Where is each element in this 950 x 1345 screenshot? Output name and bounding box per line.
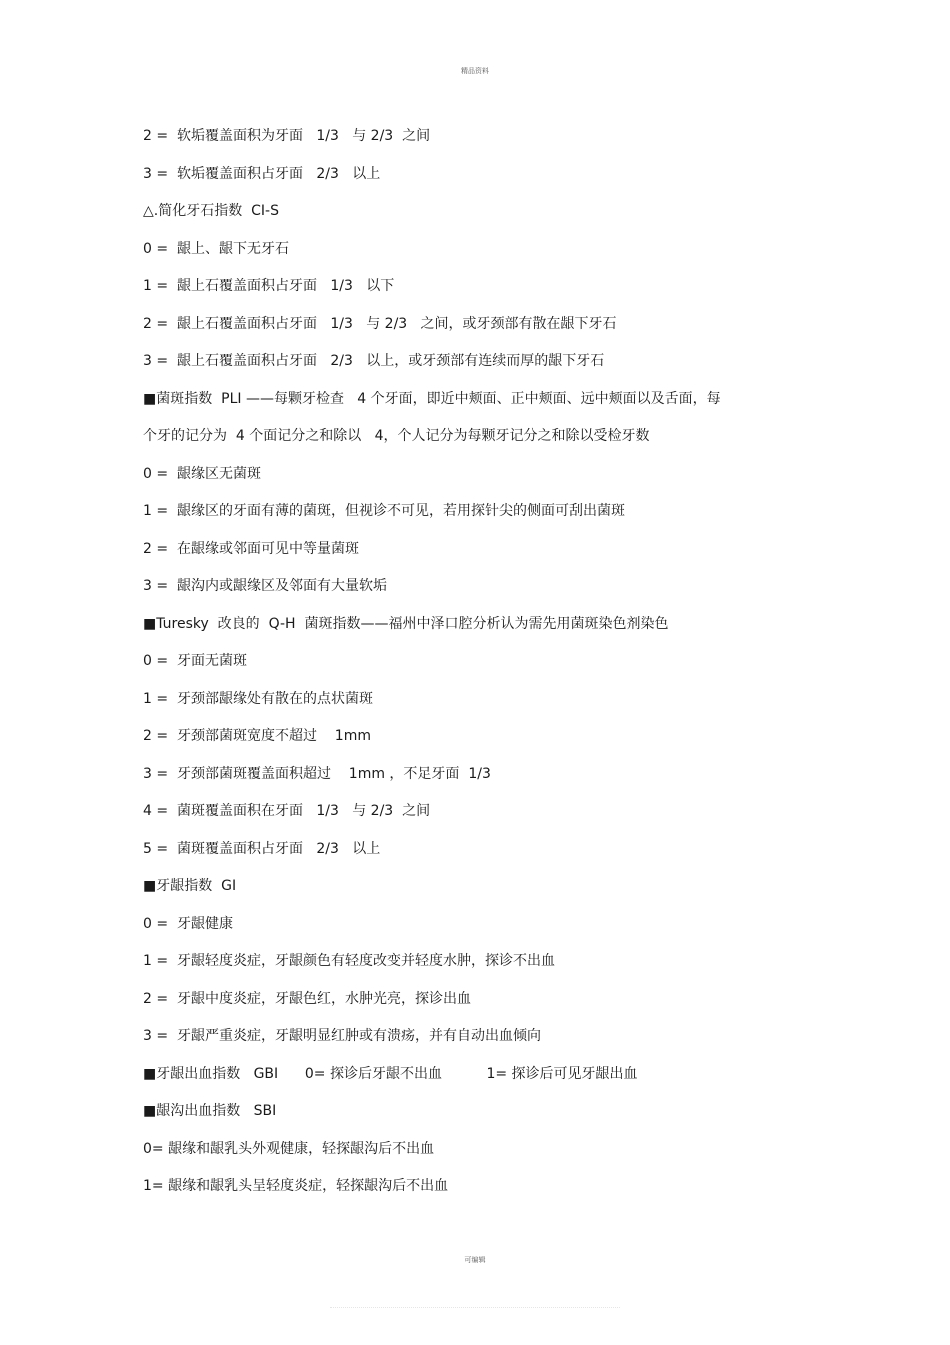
page-header-watermark: 精品资料 <box>461 67 489 75</box>
text-line: 0 = 龈上、龈下无牙石 <box>143 240 289 257</box>
text-line: 1 = 牙颈部龈缘处有散在的点状菌斑 <box>143 690 373 707</box>
section-heading-qh: ■Turesky 改良的 Q-H 菌斑指数——福州中泽口腔分析认为需先用菌斑染色剂染色 <box>143 615 669 632</box>
text-line: 0= 龈缘和龈乳头外观健康，轻探龈沟后不出血 <box>143 1140 435 1157</box>
text-line: 2 = 在龈缘或邻面可见中等量菌斑 <box>143 540 359 557</box>
text-line: 5 = 菌斑覆盖面积占牙面 2/3 以上 <box>143 840 381 857</box>
text-line: 2 = 龈上石覆盖面积占牙面 1/3 与 2/3 之间，或牙颈部有散在龈下牙石 <box>143 315 617 332</box>
text-line: 3 = 龈上石覆盖面积占牙面 2/3 以上，或牙颈部有连续而厚的龈下牙石 <box>143 353 605 369</box>
section-heading-cis: △.简化牙石指数 CI-S <box>143 203 279 219</box>
text-line: 4 = 菌斑覆盖面积在牙面 1/3 与 2/3 之间 <box>143 803 431 819</box>
text-line: 2 = 牙龈中度炎症，牙龈色红，水肿光亮，探诊出血 <box>143 990 471 1007</box>
text-line: 3 = 牙龈严重炎症，牙龈明显红肿或有溃疡，并有自动出血倾向 <box>143 1028 541 1044</box>
text-line: 0 = 龈缘区无菌斑 <box>143 465 261 482</box>
section-heading-gbi: ■牙龈出血指数 GBI 0= 探诊后牙龈不出血 1= 探诊后可见牙龈出血 <box>143 1065 638 1082</box>
footer-divider <box>330 1307 620 1308</box>
text-line: 1 = 龈上石覆盖面积占牙面 1/3 以下 <box>143 278 395 294</box>
section-heading-sbi: ■龈沟出血指数 SBI <box>143 1103 277 1119</box>
text-line: 3 = 软垢覆盖面积占牙面 2/3 以上 <box>143 165 381 182</box>
document-body <box>143 124 783 1212</box>
text-line: 1= 龈缘和龈乳头呈轻度炎症，轻探龈沟后不出血 <box>143 1178 449 1194</box>
text-line: 0 = 牙龈健康 <box>143 915 233 932</box>
text-line: 2 = 软垢覆盖面积为牙面 1/3 与 2/3 之间 <box>143 128 431 144</box>
text-line: 1 = 龈缘区的牙面有薄的菌斑，但视诊不可见，若用探针尖的侧面可刮出菌斑 <box>143 503 625 519</box>
text-line: 0 = 牙面无菌斑 <box>143 653 247 669</box>
text-line: 3 = 牙颈部菌斑覆盖面积超过 1mm ，不足牙面 1/3 <box>143 765 491 782</box>
page-footer-watermark: 可编辑 <box>464 1256 486 1264</box>
text-line: 个牙的记分为 4 个面记分之和除以 4，个人记分为每颗牙记分之和除以受检牙数 <box>143 428 650 444</box>
text-line: 3 = 龈沟内或龈缘区及邻面有大量软垢 <box>143 578 387 594</box>
text-line: 2 = 牙颈部菌斑宽度不超过 1mm <box>143 728 371 744</box>
section-heading-gi: ■牙龈指数 GI <box>143 878 237 894</box>
text-line: 1 = 牙龈轻度炎症，牙龈颜色有轻度改变并轻度水肿，探诊不出血 <box>143 953 555 969</box>
section-heading-pli: ■菌斑指数 PLI ——每颗牙检查 4 个牙面，即近中颊面、正中颊面、远中颊面以及舌面，每 <box>143 390 721 407</box>
